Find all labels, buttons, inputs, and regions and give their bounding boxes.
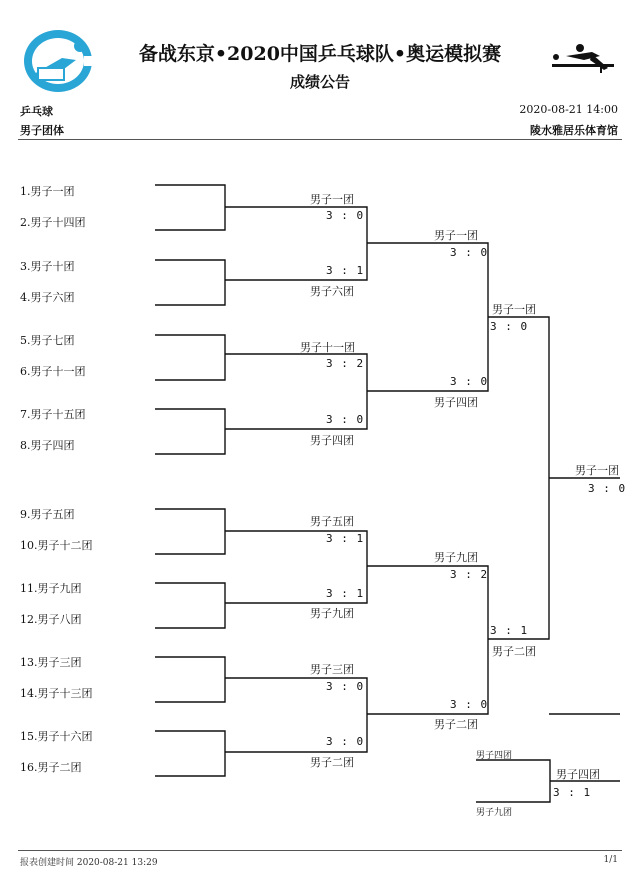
- qf-winner: 男子一团: [434, 229, 478, 242]
- r1-score: 3 : 0: [326, 680, 365, 693]
- page-title: 备战东京•2020中国乒乓球队•奥运模拟赛: [138, 43, 502, 65]
- final-score: 3 : 0: [588, 482, 627, 495]
- qf-winner: 男子九团: [434, 551, 478, 564]
- r1-winner: 男子五团: [310, 515, 354, 528]
- bracket-entry: 4.男子六团: [20, 291, 75, 304]
- sf-winner: 男子一团: [492, 303, 536, 316]
- bracket-entry: 1.男子一团: [20, 185, 75, 198]
- sf-score: 3 : 1: [490, 624, 529, 637]
- r1-winner: 男子三团: [310, 663, 354, 676]
- bracket-entry: 16.男子二团: [20, 761, 82, 774]
- venue-label: 陵水雅居乐体育馆: [530, 124, 618, 137]
- r1-winner: 男子二团: [310, 756, 354, 769]
- bracket-entry: 5.男子七团: [20, 334, 75, 347]
- third-place-score: 3 : 1: [553, 786, 592, 799]
- report-created-time: 报表创建时间 2020-08-21 13:29: [20, 858, 158, 868]
- r1-score: 3 : 2: [326, 357, 365, 370]
- bracket-entry: 2.男子十四团: [20, 216, 86, 229]
- r1-winner: 男子六团: [310, 285, 354, 298]
- third-place-team-b: 男子九团: [476, 808, 513, 818]
- bracket-entry: 6.男子十一团: [20, 365, 86, 378]
- qf-score: 3 : 0: [450, 698, 489, 711]
- r1-winner: 男子一团: [310, 193, 354, 206]
- bracket-entry: 3.男子十团: [20, 260, 75, 273]
- sport-label: 乒乓球: [20, 105, 53, 118]
- bracket-entry: 14.男子十三团: [20, 687, 93, 700]
- qf-winner: 男子二团: [434, 718, 478, 731]
- sf-score: 3 : 0: [490, 320, 529, 333]
- third-place-team-a: 男子四团: [476, 751, 513, 761]
- r1-score: 3 : 0: [326, 209, 365, 222]
- champion-label: 男子一团: [575, 464, 619, 477]
- r1-score: 3 : 0: [326, 413, 365, 426]
- bracket-entry: 15.男子十六团: [20, 730, 93, 743]
- page-number: 1/1: [603, 855, 618, 865]
- bracket-entry: 11.男子九团: [20, 582, 82, 595]
- bracket-entry: 12.男子八团: [20, 613, 82, 626]
- r1-score: 3 : 1: [326, 587, 365, 600]
- event-label: 男子团体: [20, 124, 64, 137]
- page-subtitle: 成绩公告: [289, 73, 350, 91]
- footer-divider: [18, 850, 622, 851]
- datetime-label: 2020-08-21 14:00: [519, 103, 618, 116]
- bracket-entry: 13.男子三团: [20, 656, 82, 669]
- bracket-entry: 8.男子四团: [20, 439, 75, 452]
- qf-score: 3 : 2: [450, 568, 489, 581]
- bracket-entry: 9.男子五团: [20, 508, 75, 521]
- qf-score: 3 : 0: [450, 375, 489, 388]
- header-divider: [18, 139, 622, 140]
- bracket-entry: 7.男子十五团: [20, 408, 86, 421]
- r1-score: 3 : 1: [326, 532, 365, 545]
- sf-winner: 男子二团: [492, 645, 536, 658]
- r1-score: 3 : 0: [326, 735, 365, 748]
- r1-winner: 男子四团: [310, 434, 354, 447]
- r1-winner: 男子九团: [310, 607, 354, 620]
- r1-score: 3 : 1: [326, 264, 365, 277]
- qf-winner: 男子四团: [434, 396, 478, 409]
- bracket-entry: 10.男子十二团: [20, 539, 93, 552]
- r1-winner: 男子十一团: [300, 341, 355, 354]
- third-place-winner: 男子四团: [556, 768, 600, 781]
- qf-score: 3 : 0: [450, 246, 489, 259]
